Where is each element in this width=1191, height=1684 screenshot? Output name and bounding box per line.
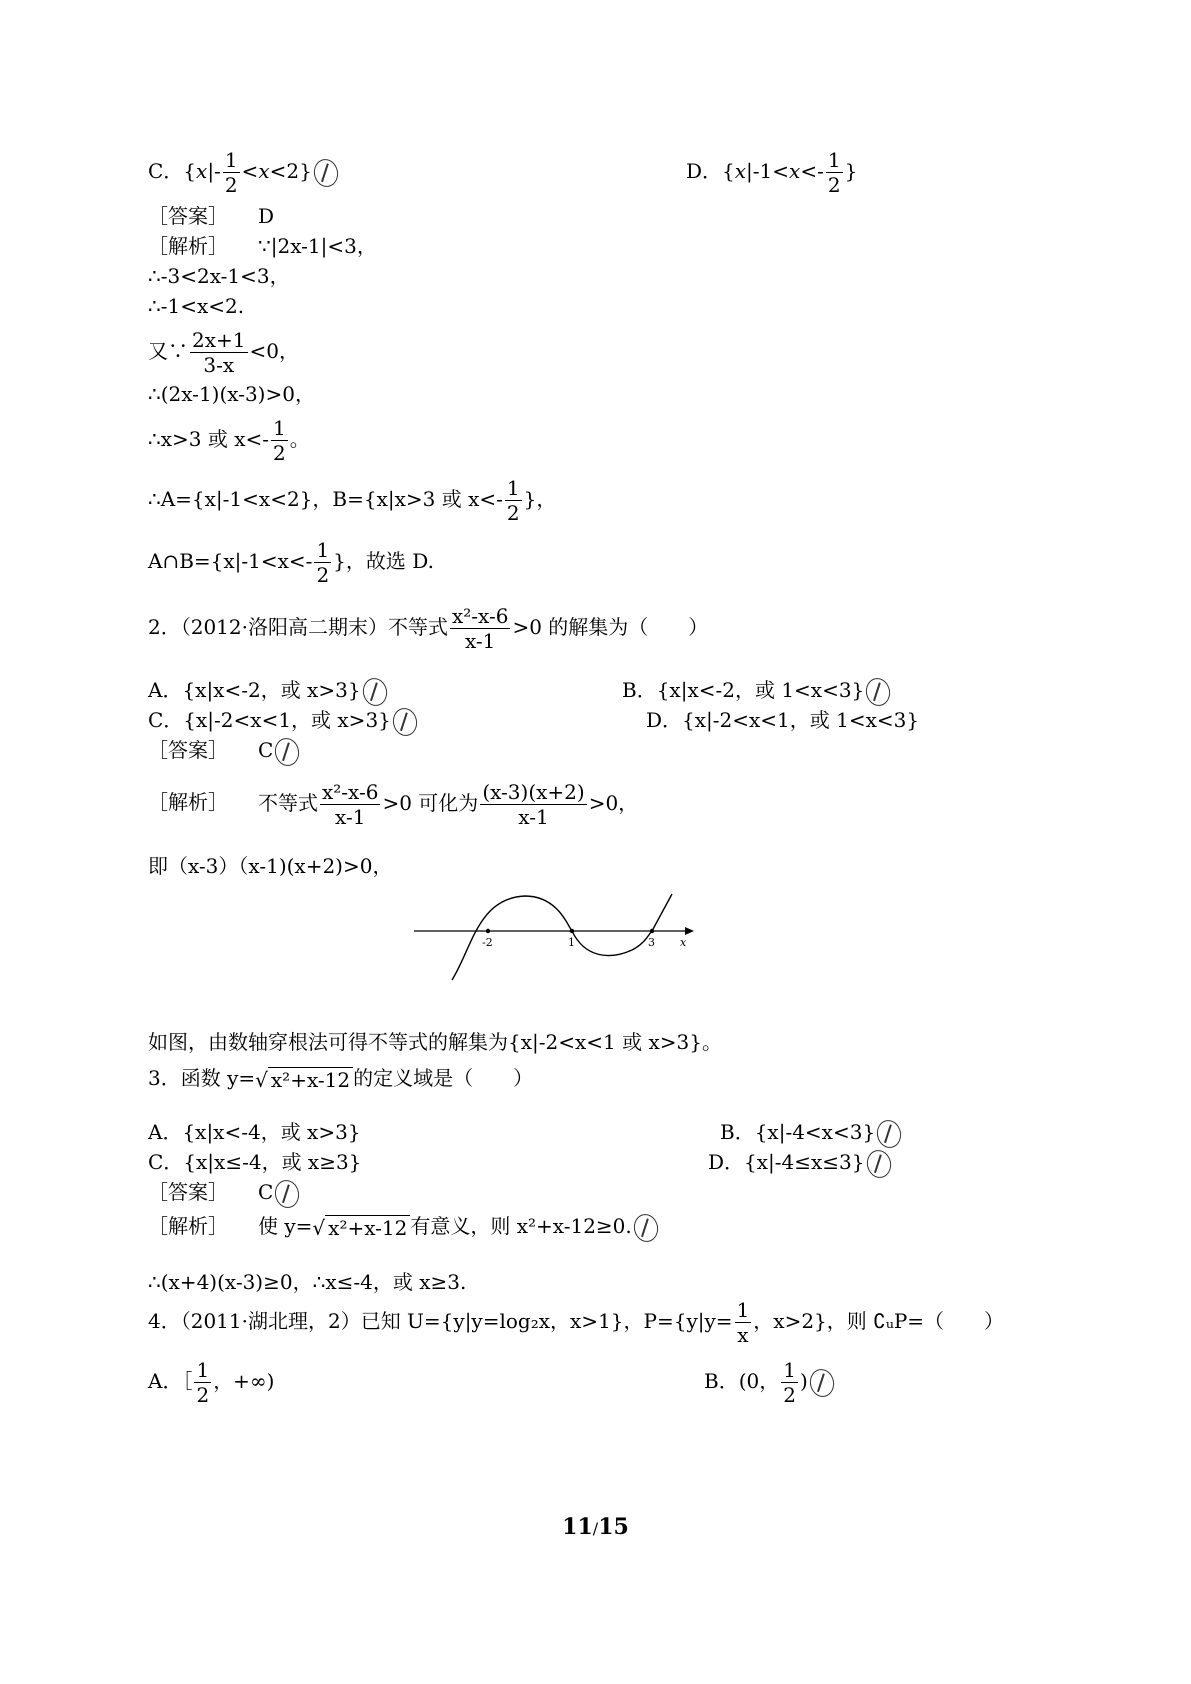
q1-option-c: C．{x|- $\frac{1}{2}$ <x<2} bbox=[148, 150, 338, 195]
q2-analysis-line3: 如图，由数轴穿根法可得不等式的解集为{x|-2<x<1 或 x>3}。 bbox=[148, 1030, 722, 1054]
circle-mark-icon bbox=[807, 1366, 836, 1398]
q1-analysis-line8: A∩B={x|-1<x<- $\frac{1}{2}$ }，故选 D. bbox=[148, 538, 434, 587]
q3-stem: 3．函数 y=√ x²+x-12 的定义域是（ ） bbox=[148, 1058, 533, 1100]
q4-stem: 4．（2011·湖北理，2）已知 U={y|y=log₂x，x>1}，P={y|y= $\frac{1}{x}$ ，x>2}，则 ∁ᵤP=（ ） bbox=[148, 1298, 1005, 1347]
sqrt-expression: √ x²+x-12 bbox=[255, 1060, 353, 1100]
q2-stem: 2．（2012·洛阳高二期末）不等式 $\frac{\text{x²-x-6}}{x-1}$ >0 的解集为（ ） bbox=[148, 604, 709, 653]
q2-option-a: A．{x|x<-2，或 x>3} bbox=[148, 670, 387, 710]
root-label: 1 bbox=[568, 936, 575, 949]
q3-answer-label: ［答案］ bbox=[148, 1180, 228, 1204]
q1-analysis-line2: ∴-3<2x-1<3， bbox=[148, 264, 290, 288]
circle-mark-icon bbox=[273, 1177, 302, 1209]
q1-analysis-label: ［解析］ bbox=[148, 234, 228, 258]
q4-option-b: B．(0， $\frac{1}{2}$ ) bbox=[704, 1360, 834, 1405]
q2-analysis-line1: 不等式 $\frac{\text{x²-x-6}}{x-1}$ >0 可化为 $\frac{(x-3)(x+2)}{x-1}$ >0， bbox=[258, 780, 639, 829]
root-point bbox=[486, 929, 490, 933]
q3-option-c: C．{x|x≤-4，或 x≥3} bbox=[148, 1150, 362, 1174]
q2-answer-label: ［答案］ bbox=[148, 738, 228, 762]
q1-analysis-line7: ∴A={x|-1<x<2}，B={x|x>3 或 x<- $\frac{1}{2}$ }， bbox=[148, 476, 557, 525]
sqrt-expression: √ x²+x-12 bbox=[312, 1208, 410, 1248]
axis-label: x bbox=[680, 936, 687, 949]
q1-answer-label: ［答案］ bbox=[148, 204, 228, 228]
q2-option-d: D．{x|-2<x<1，或 1<x<3} bbox=[646, 708, 920, 732]
q2-analysis-label: ［解析］ bbox=[148, 790, 228, 814]
circle-mark-icon bbox=[311, 156, 340, 188]
root-crossing-diagram bbox=[410, 888, 700, 982]
q2-analysis-line2: 即（x-3）（x-1)(x+2)>0， bbox=[148, 854, 393, 878]
q3-analysis-line2: ∴(x+4)(x-3)≥0，∴x≤-4，或 x≥3. bbox=[148, 1270, 467, 1294]
q1-analysis-line4: 又∵ $\frac{2x+1}{3-x}$ <0， bbox=[148, 328, 299, 377]
q3-option-a: A．{x|x<-4，或 x>3} bbox=[148, 1120, 361, 1144]
q3-option-d: D．{x|-4≤x≤3} bbox=[708, 1142, 891, 1182]
q3-answer: C bbox=[258, 1172, 299, 1212]
q1-analysis-line1: ∵|2x-1|<3， bbox=[258, 234, 377, 258]
circle-mark-icon bbox=[273, 735, 302, 767]
q1-option-d: D．{x|-1<x<- $\frac{1}{2}$ } bbox=[686, 148, 858, 197]
q3-analysis-line1: 使 y=√ x²+x-12 有意义，则 x²+x-12≥0. bbox=[258, 1206, 658, 1248]
page-number: 11/15 bbox=[562, 1514, 629, 1540]
axis-arrow-icon bbox=[685, 927, 694, 935]
q2-option-c: C．{x|-2<x<1，或 x>3} bbox=[148, 700, 417, 740]
q3-option-b: B．{x|-4<x<3} bbox=[720, 1112, 901, 1152]
circle-mark-icon bbox=[631, 1211, 660, 1243]
q1-analysis-line6: ∴x>3 或 x<- $\frac{1}{2}$ 。 bbox=[148, 416, 310, 465]
q2-option-b: B．{x|x<-2，或 1<x<3} bbox=[622, 670, 890, 710]
q4-option-a: A．［ $\frac{1}{2}$ ，+∞) bbox=[148, 1358, 275, 1407]
root-label: -2 bbox=[482, 936, 493, 949]
root-point bbox=[570, 929, 574, 933]
q1-analysis-line5: ∴(2x-1)(x-3)>0， bbox=[148, 382, 315, 406]
root-point bbox=[650, 929, 654, 933]
q1-analysis-line3: ∴-1<x<2. bbox=[148, 294, 245, 318]
q2-answer: C bbox=[258, 730, 299, 770]
q1-answer: D bbox=[258, 204, 275, 228]
root-label: 3 bbox=[648, 936, 655, 949]
q3-analysis-label: ［解析］ bbox=[148, 1214, 228, 1238]
